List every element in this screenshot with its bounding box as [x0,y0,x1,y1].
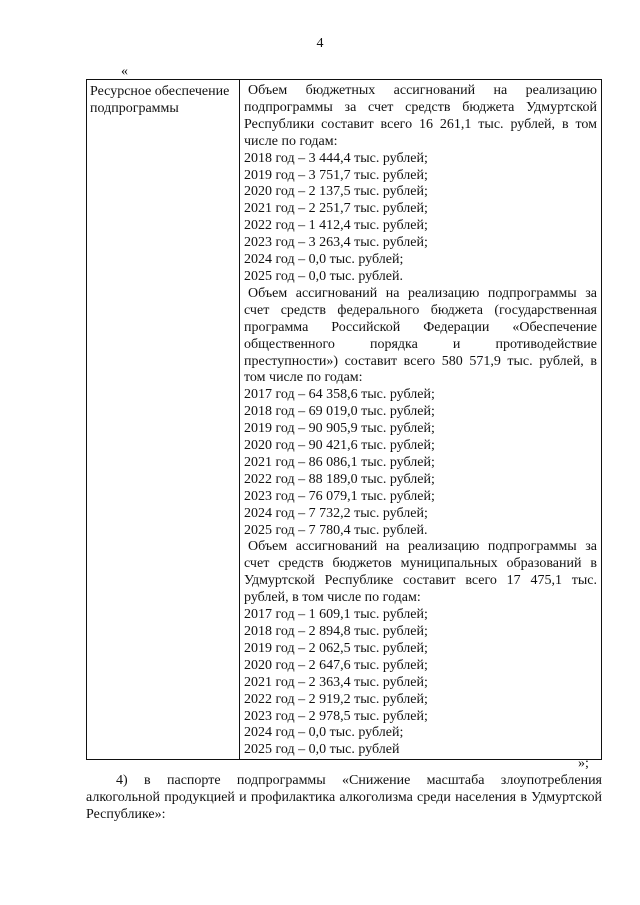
year-allocation: 2022 год – 2 919,2 тыс. рублей; [244,691,428,707]
year-allocation: 2018 год – 3 444,4 тыс. рублей; [244,150,428,166]
year-allocation: 2025 год – 0,0 тыс. рублей [244,742,400,758]
year-allocation: 2017 год – 64 358,6 тыс. рублей; [244,387,435,403]
year-allocation: 2019 год – 3 751,7 тыс. рублей; [244,167,428,183]
funding-intro: Объем ассигнований на реализацию подпрограммы за счет средств бюджетов муниципальных образований в Удмуртской Республике составит всего 17 475,1 тыс. рублей, в том числе по годам: [244,539,597,606]
year-allocation: 2017 год – 1 609,1 тыс. рублей; [244,607,428,623]
year-allocation: 2023 год – 2 978,5 тыс. рублей; [244,708,428,724]
opening-quote-mark: « [121,64,128,79]
year-allocation: 2025 год – 0,0 тыс. рублей. [244,268,403,284]
page-number: 4 [316,36,324,51]
year-allocation: 2024 год – 0,0 тыс. рублей; [244,252,404,268]
year-allocation: 2025 год – 7 780,4 тыс. рублей. [244,522,428,538]
year-allocation: 2020 год – 90 421,6 тыс. рублей; [244,438,435,454]
label-cell [87,80,240,760]
resource-provision-table [86,79,602,760]
funding-blocks [240,80,601,759]
closing-quote-mark: »; [578,756,589,771]
row-label: Ресурсное обеспечение подпрограммы [90,84,230,116]
table-row [87,80,602,760]
funding-intro: Объем бюджетных ассигнований на реализацию подпрограммы за счет средств бюджета Удмуртской Республики составит всего 16 261,1 тыс. рублей, в том числе по годам: [244,83,597,149]
year-allocation: 2024 год – 7 732,2 тыс. рублей; [244,505,428,521]
funding-intro: Объем ассигнований на реализацию подпрограммы за счет средств федерального бюджета (государственная программа Российской Федерации «Обеспечение общественного порядка и противодействие преступности») составит всего 580 571,9 тыс. рублей, в том числе по годам: [244,285,597,386]
year-allocation: 2018 год – 69 019,0 тыс. рублей; [244,404,435,420]
year-allocation: 2020 год – 2 137,5 тыс. рублей; [244,184,428,200]
year-allocation: 2022 год – 88 189,0 тыс. рублей; [244,471,435,487]
year-allocation: 2021 год – 2 363,4 тыс. рублей; [244,674,428,690]
year-allocation: 2023 год – 76 079,1 тыс. рублей; [244,488,435,504]
year-allocation: 2023 год – 3 263,4 тыс. рублей; [244,235,428,251]
year-allocation: 2022 год – 1 412,4 тыс. рублей; [244,218,428,234]
year-allocation: 2020 год – 2 647,6 тыс. рублей; [244,657,428,673]
year-allocation: 2019 год – 90 905,9 тыс. рублей; [244,421,435,437]
year-allocation: 2019 год – 2 062,5 тыс. рублей; [244,640,428,656]
year-allocation: 2021 год – 2 251,7 тыс. рублей; [244,201,428,217]
year-allocation: 2021 год – 86 086,1 тыс. рублей; [244,454,435,470]
amendment-paragraph: 4) в паспорте подпрограммы «Снижение масштаба злоупотребления алкогольной продукцией и профилактика алкоголизма среди населения в Удмуртской Республике»: [86,773,602,822]
content-cell [240,80,602,760]
year-allocation: 2018 год – 2 894,8 тыс. рублей; [244,624,428,639]
year-allocation: 2024 год – 0,0 тыс. рублей; [244,725,404,741]
